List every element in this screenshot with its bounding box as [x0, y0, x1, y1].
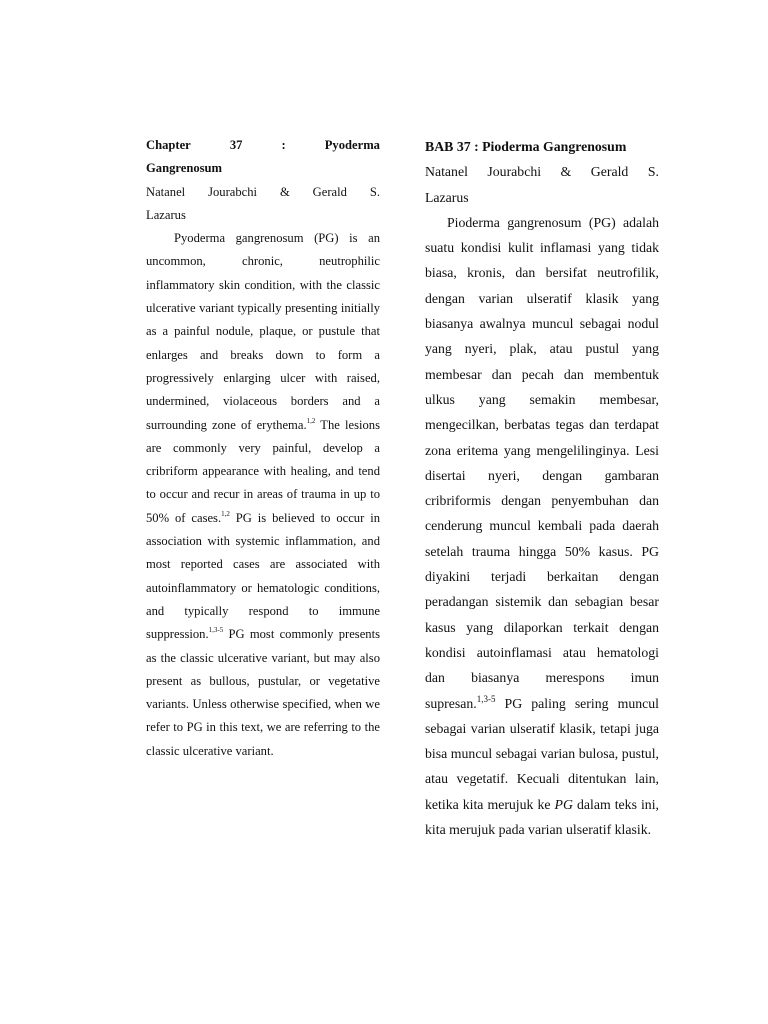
chapter-title: BAB 37 : Pioderma Gangrenosum: [425, 139, 627, 154]
author-word: Jourabchi: [487, 164, 542, 180]
author-word: S.: [369, 184, 380, 199]
author-word: Natanel: [425, 164, 468, 180]
body-text: Pyoderma gangrenosum (PG) is an uncommon, chronic, neutrophilic inflammatory skin condition, with the classic ulcerative variant typically presenting initially as a painful nodule, plaque, or pustule that enlarges and breaks down to form a progressively enlarging ulcer with raised, undermined, violaceous borders and a surrounding zone of erythema.: [146, 231, 380, 432]
title-word: Pyoderma: [324, 138, 380, 152]
body-text: PG paling sering muncul sebagai varian ulseratif klasik, tetapi juga bisa muncul sebagai varian bulosa, pustul, atau vegetatif. Kecuali ditentukan lain, ketika kita merujuk ke: [425, 695, 659, 812]
body-text: The lesions are commonly very painful, develop a cribriform appearance with healing, and tend to occur and recur in areas of trauma in up to 50% of cases.: [146, 417, 380, 525]
citation: 1,2: [306, 416, 316, 425]
author-word: &: [279, 184, 290, 199]
title-word: 37: [229, 138, 243, 152]
author-word: &: [560, 164, 572, 180]
authors-line2: Lazarus: [146, 207, 186, 222]
title-word: :: [281, 138, 286, 152]
title-word: Chapter: [146, 138, 191, 152]
body-text: Pioderma gangrenosum (PG) adalah suatu kondisi kulit inflamasi yang tidak biasa, kronis, dan bersifat neutrofilik, dengan varian ulseratif klasik yang biasanya awalnya muncul sebagai nodul yang nyeri, plak, atau pustul yang membesar dan pecah dan membentuk ulkus yang semakin membesar, mengecilkan, berbatas tegas dan terdapat zona eritema yang mengelilinginya. Lesi disertai nyeri, dengan gambaran cribriformis dengan penyembuhan dan cenderung muncul kembali pada daerah setelah trauma hingga 50% kasus. PG diyakini terjadi berkaitan dengan peradangan sistemik dan sebagian besar kasus yang dilaporkan terkait dengan kondisi autoinflamasi atau hematologi dan biasanya merespons imun supresan.: [425, 214, 659, 711]
authors-line1: [425, 159, 659, 184]
author-word: Natanel: [146, 184, 186, 199]
english-column: [146, 134, 380, 763]
body-paragraph: [146, 227, 380, 763]
authors-line1: [146, 181, 380, 204]
body-text: PG is believed to occur in association with systemic inflammation, and most reported cases are associated with autoinflammatory or hematologic conditions, and typically respond to immune suppression.: [146, 510, 381, 642]
body-text: dalam teks ini, kita merujuk pada varian ulseratif klasik.: [425, 796, 659, 838]
citation: 1,3-5: [208, 626, 224, 635]
chapter-title-line1: [146, 134, 380, 157]
author-word: Jourabchi: [208, 184, 258, 199]
indonesian-column: [425, 134, 659, 842]
chapter-title-line2: Gangrenosum: [146, 161, 223, 176]
emphasized-text: PG: [554, 796, 573, 812]
author-word: Gerald: [590, 164, 629, 180]
citation: 1,3-5: [476, 693, 496, 704]
author-word: S.: [647, 164, 659, 180]
citation: 1,2: [221, 509, 230, 518]
body-text: PG most commonly presents as the classic ulcerative variant, but may also present as bullous, pustular, or vegetative variants. Unless otherwise specified, when we refer to PG in this text, we are referring to the classic ulcerative variant.: [146, 627, 380, 758]
author-word: Gerald: [312, 184, 347, 199]
authors-line2: Lazarus: [425, 189, 469, 205]
body-paragraph: [425, 210, 659, 842]
